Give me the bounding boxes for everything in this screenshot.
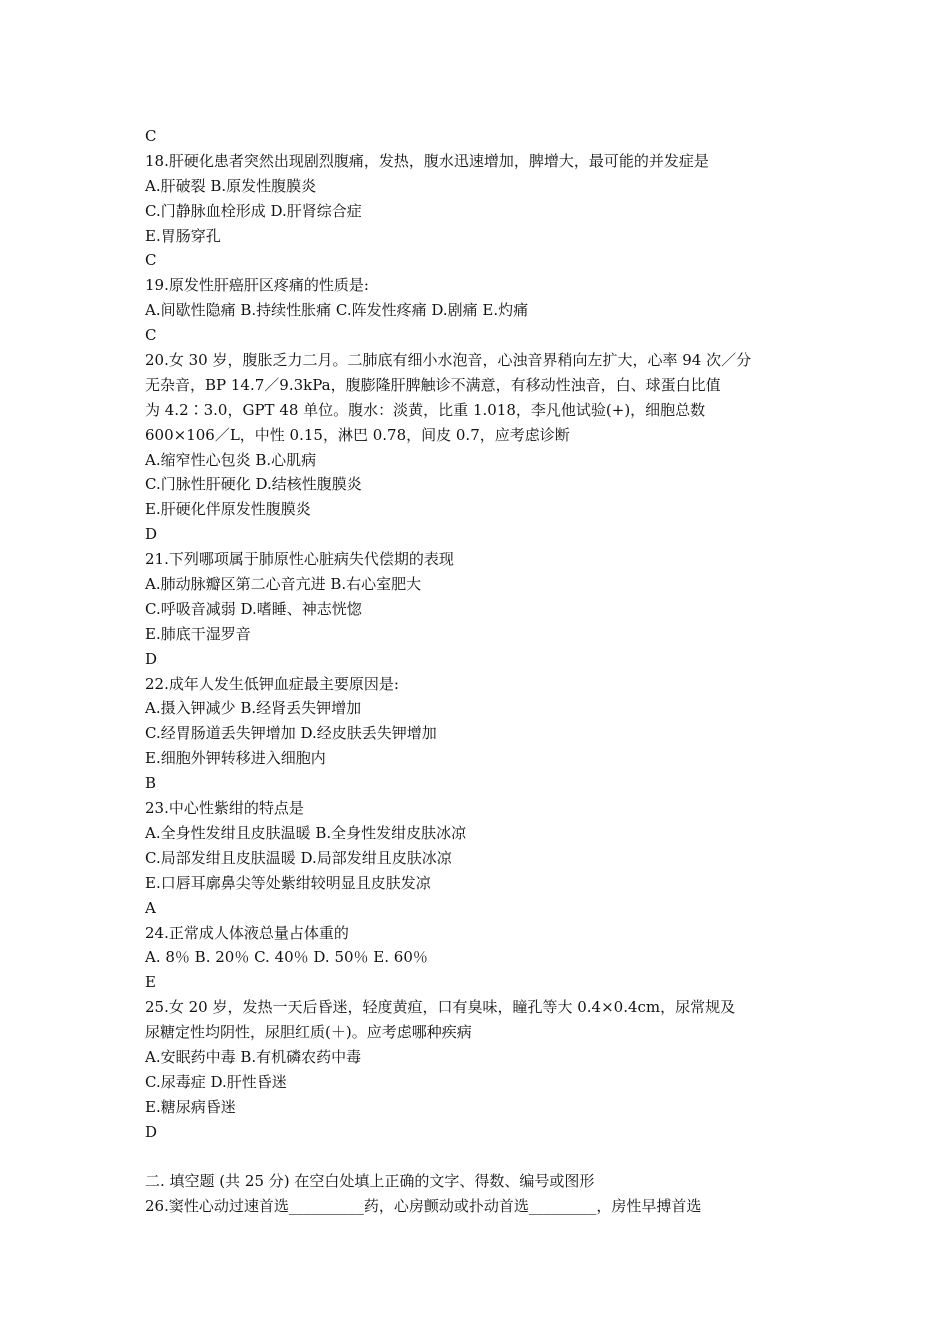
question-20-cont: 无杂音，BP 14.7／9.3kPa，腹膨隆肝脾触诊不满意，有移动性浊音，白、球蛋白比值 [145, 375, 721, 394]
options-line: A.肝破裂 B.原发性腹膜炎 [145, 176, 317, 195]
options-line: C.门静脉血栓形成 D.肝肾综合症 [145, 201, 362, 220]
document-body [145, 124, 825, 1219]
question-24: 24.正常成人体液总量占体重的 [145, 923, 349, 942]
options-line: E.肝硬化伴原发性腹膜炎 [145, 500, 311, 519]
answer-line: D [145, 649, 158, 668]
options-line: E.胃肠穿孔 [145, 226, 221, 245]
question-25-cont: 尿糖定性均阴性，尿胆红质(＋)。应考虑哪种疾病 [145, 1023, 472, 1042]
options-line: A. 8％ B. 20％ C. 40％ D. 50％ E. 60％ [145, 948, 428, 967]
question-18: 18.肝硬化患者突然出现剧烈腹痛，发热，腹水迅速增加，脾增大，最可能的并发症是 [145, 151, 709, 170]
options-line: C.尿毒症 D.肝性昏迷 [145, 1072, 287, 1091]
options-line: C.门脉性肝硬化 D.结核性腹膜炎 [145, 475, 362, 494]
question-20-cont: 600×106／L，中性 0.15，淋巴 0.78，间皮 0.7，应考虑诊断 [145, 425, 570, 444]
answer-line: C [145, 127, 157, 145]
question-21: 21.下列哪项属于肺原性心脏病失代偿期的表现 [145, 550, 454, 569]
options-line: A.摄入钾减少 B.经肾丢失钾增加 [145, 699, 362, 718]
question-25: 25.女 20 岁，发热一天后昏迷，轻度黄疸，口有臭味，瞳孔等大 0.4×0.4cm，尿常规及 [145, 998, 736, 1017]
question-26: 26.窦性心动过速首选__________药，心房颤动或扑动首选_________，房性早搏首选 [145, 1197, 702, 1216]
options-line: C.经胃肠道丢失钾增加 D.经皮肤丢失钾增加 [145, 724, 437, 743]
options-line: A.缩窄性心包炎 B.心肌病 [145, 450, 317, 469]
question-20-cont: 为 4.2∶3.0，GPT 48 单位。腹水：淡黄，比重 1.018，李凡他试验(+)，细胞总数 [145, 400, 706, 419]
options-line: C.呼吸音减弱 D.嗜睡、神志恍惚 [145, 599, 362, 618]
question-22: 22.成年人发生低钾血症最主要原因是: [145, 674, 399, 693]
options-line: E.口唇耳廓鼻尖等处紫绀较明显且皮肤发凉 [145, 873, 431, 892]
options-line: A.间歇性隐痛 B.持续性胀痛 C.阵发性疼痛 D.剧痛 E.灼痛 [145, 301, 529, 320]
question-23: 23.中心性紫绀的特点是 [145, 799, 304, 818]
options-line: A.肺动脉瓣区第二心音亢进 B.右心室肥大 [145, 575, 422, 594]
options-line: C.局部发绀且皮肤温暖 D.局部发绀且皮肤冰凉 [145, 848, 452, 867]
answer-line: C [145, 251, 157, 270]
blank-line [145, 1145, 825, 1170]
answer-line: E [145, 973, 156, 992]
answer-line: B [145, 774, 157, 793]
question-20: 20.女 30 岁，腹胀乏力二月。二肺底有细小水泡音，心浊音界稍向左扩大，心率 94 次／分 [145, 351, 752, 370]
answer-line: D [145, 525, 158, 544]
answer-line: C [145, 326, 157, 345]
question-19: 19.原发性肝癌肝区疼痛的性质是: [145, 276, 369, 295]
options-line: E.糖尿病昏迷 [145, 1097, 236, 1116]
options-line: A.全身性发绀且皮肤温暖 B.全身性发绀皮肤冰凉 [145, 823, 467, 842]
options-line: E.肺底干湿罗音 [145, 624, 251, 643]
options-line: A.安眠药中毒 B.有机磷农药中毒 [145, 1047, 362, 1066]
section-heading: 二. 填空题 (共 25 分) 在空白处填上正确的文字、得数、编号或图形 [145, 1172, 595, 1191]
answer-line: A [145, 898, 156, 917]
answer-line: D [145, 1122, 158, 1141]
options-line: E.细胞外钾转移进入细胞内 [145, 749, 326, 768]
